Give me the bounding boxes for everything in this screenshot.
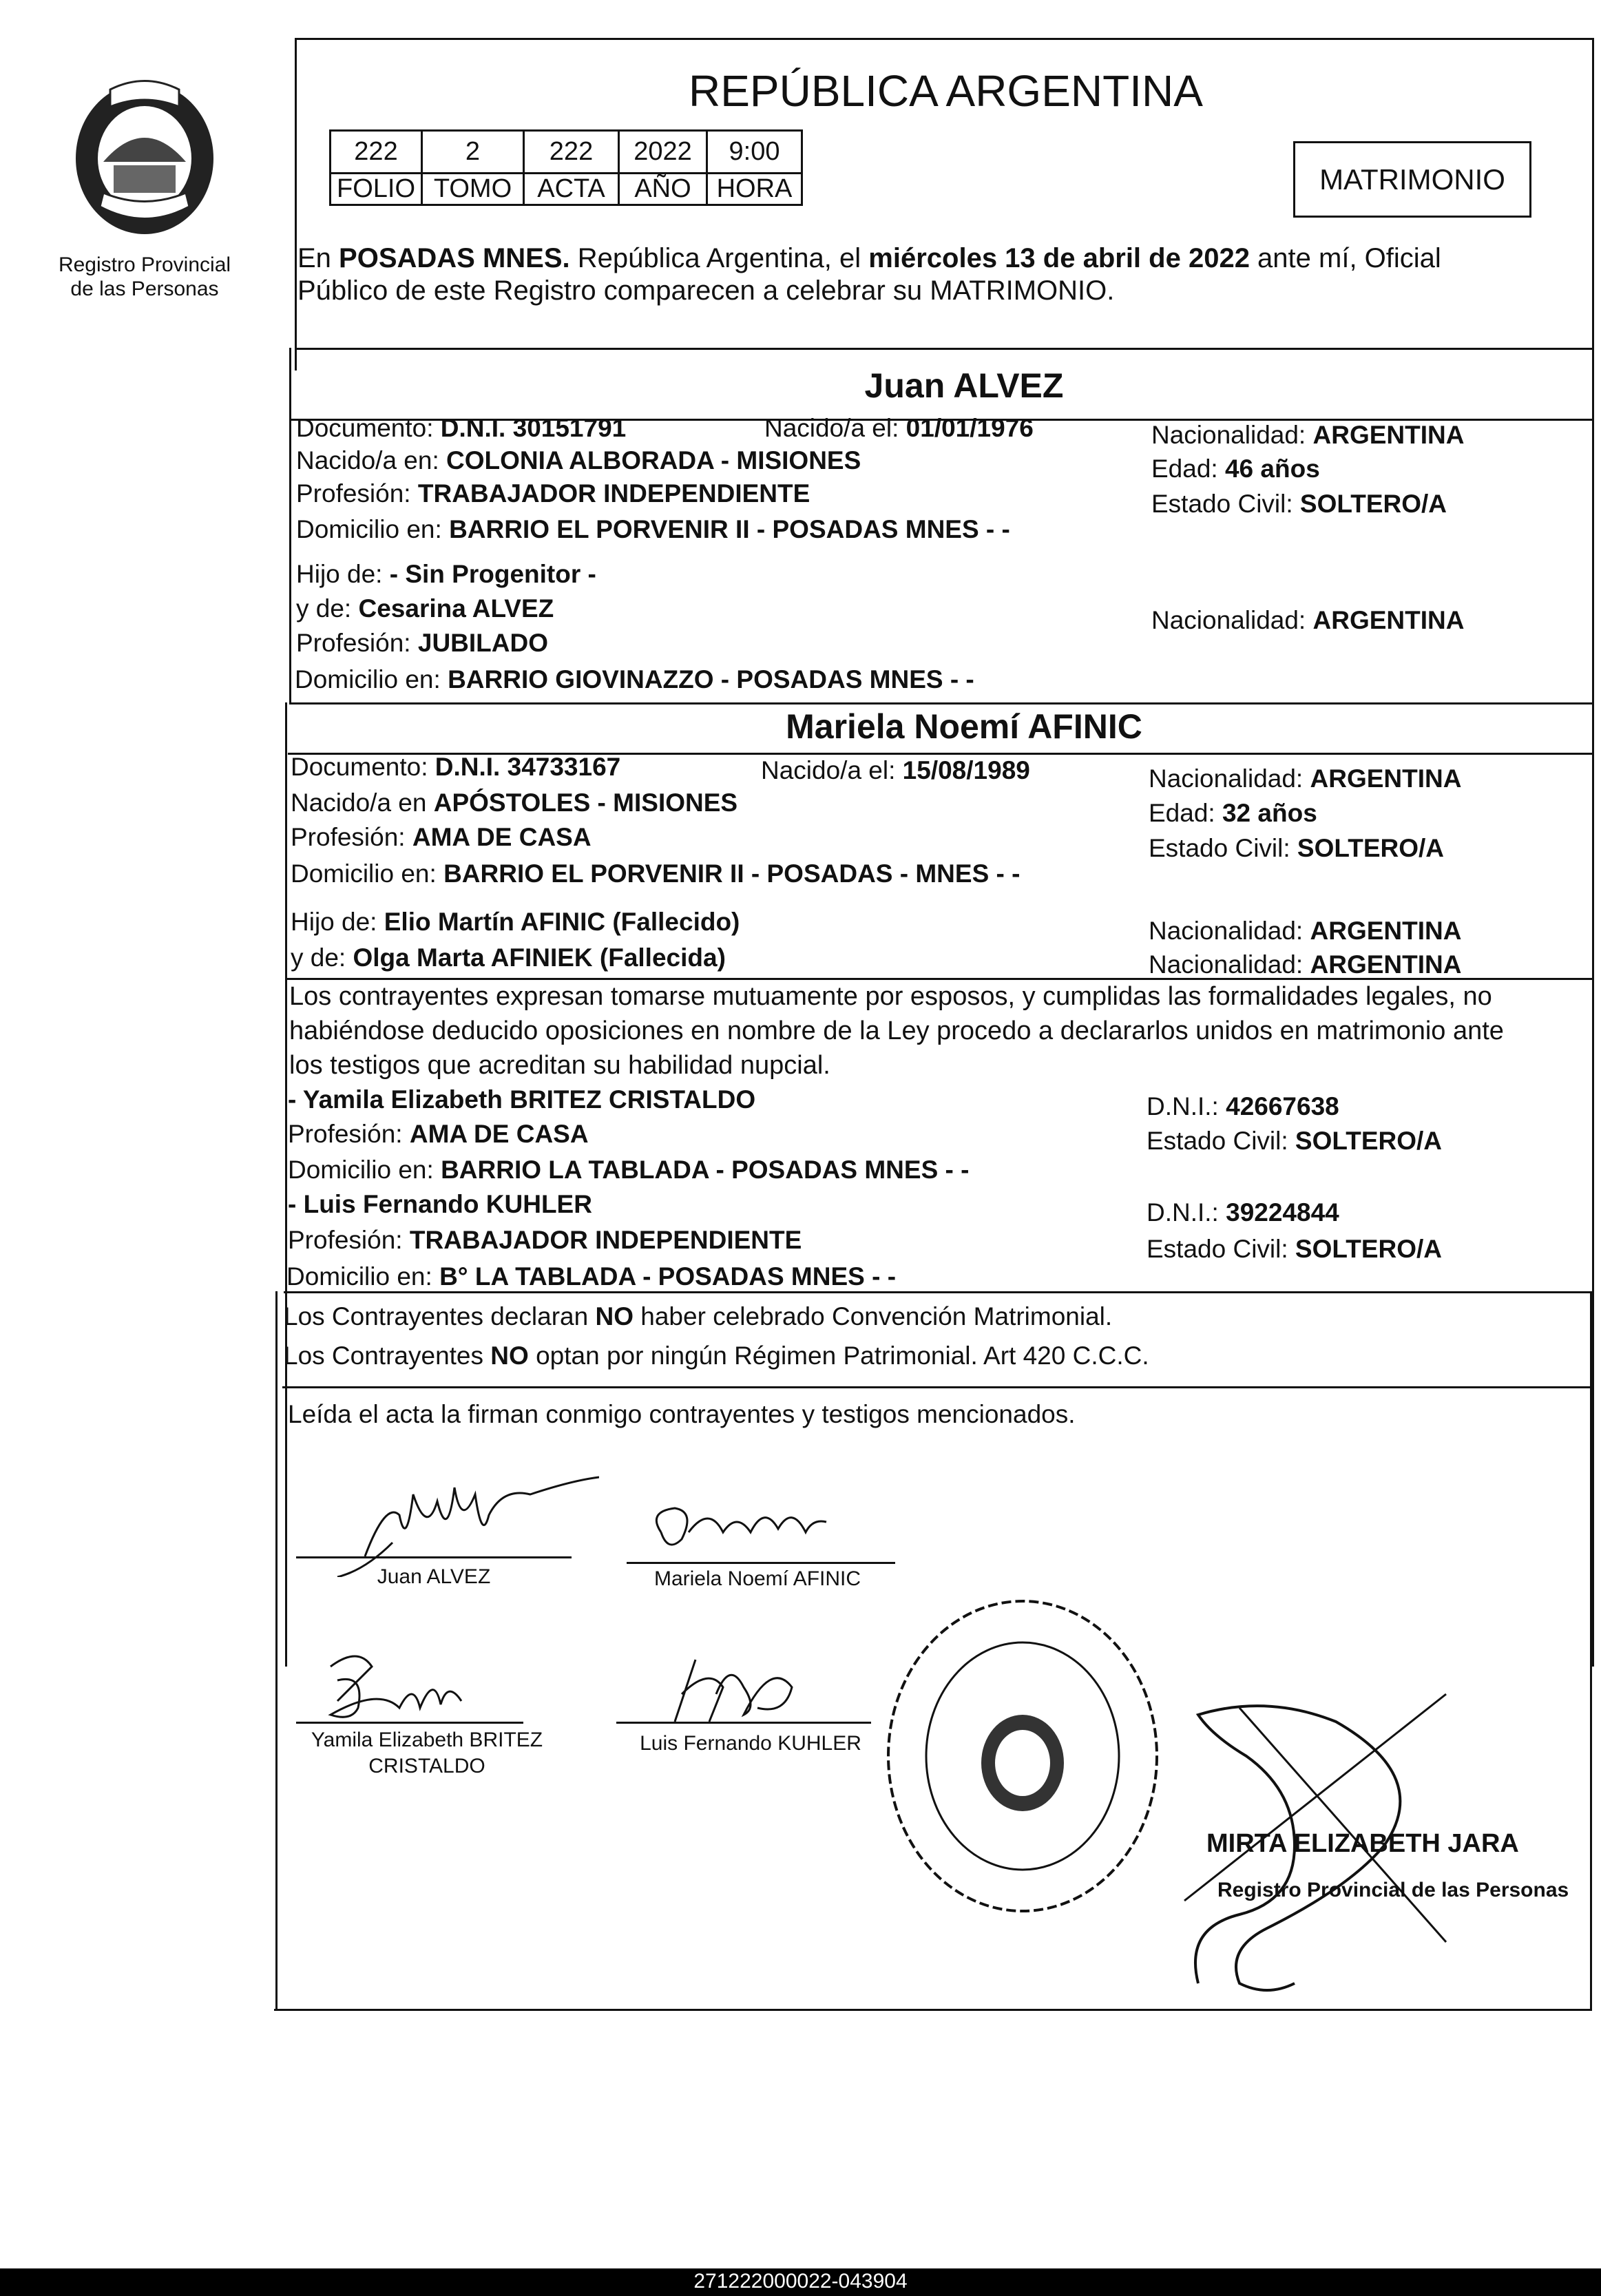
signature-label-luis: Luis Fernando KUHLER	[640, 1732, 861, 1755]
officer-name: MIRTA ELIZABETH JARA	[1206, 1829, 1519, 1858]
signature-yamila	[310, 1639, 530, 1735]
tomo-label: TOMO	[422, 174, 524, 205]
declaration-line-3: los testigos que acreditan su habilidad nupcial.	[289, 1051, 830, 1080]
hora-label: HORA	[707, 174, 802, 205]
frame-top	[295, 38, 1594, 40]
signature-line	[296, 1722, 523, 1724]
spouse2-born-in: Nacido/a en APÓSTOLES - MISIONES	[291, 789, 738, 817]
spouse2-father: Hijo de: Elio Martín AFINIC (Fallecido)	[291, 908, 740, 936]
official-seal	[878, 1591, 1167, 1921]
ano-label: AÑO	[619, 174, 707, 205]
page-title: REPÚBLICA ARGENTINA	[689, 66, 1203, 116]
frame-left	[275, 1291, 278, 2011]
spouse1-mother-nationality: Nacionalidad: ARGENTINA	[1151, 606, 1465, 634]
witness2-address: Domicilio en: B° LA TABLADA - POSADAS MNES - -	[286, 1262, 897, 1291]
witness2-profession: Profesión: TRABAJADOR INDEPENDIENTE	[288, 1226, 802, 1254]
spouse1-father: Hijo de: - Sin Progenitor -	[296, 560, 596, 588]
registry-name: Registro Provincial de las Personas	[58, 253, 231, 300]
spouse2-address: Domicilio en: BARRIO EL PORVENIR II - POSADAS - MNES - -	[291, 859, 1021, 888]
spouse1-address: Domicilio en: BARRIO EL PORVENIR II - POSADAS MNES - -	[296, 515, 1010, 543]
acta-label: ACTA	[524, 174, 619, 205]
witness1-profession: Profesión: AMA DE CASA	[288, 1120, 589, 1148]
record-type-box: MATRIMONIO	[1293, 141, 1531, 218]
record-id-table	[329, 129, 803, 206]
convention-line-2: Los Contrayentes NO optan por ningún Régimen Patrimonial. Art 420 C.C.C.	[284, 1342, 1149, 1370]
spouse1-civil: Estado Civil: SOLTERO/A	[1151, 490, 1447, 518]
tomo-value: 2	[422, 131, 524, 174]
spouse2-father-nationality: Nacionalidad: ARGENTINA	[1149, 917, 1462, 945]
declaration-line-2: habiéndose deducido oposiciones en nombre de la Ley procedo a declararlos unidos en matrimonio ante	[289, 1016, 1504, 1045]
witness2-name: - Luis Fernando KUHLER	[288, 1190, 592, 1218]
spouse2-name: Mariela Noemí AFINIC	[786, 707, 1142, 746]
spouse2-mother-nationality: Nacionalidad: ARGENTINA	[1149, 950, 1462, 979]
signature-line	[627, 1562, 895, 1564]
signature-label-yamila-1: Yamila Elizabeth BRITEZ	[311, 1729, 543, 1751]
spouse1-nationality: Nacionalidad: ARGENTINA	[1151, 421, 1465, 449]
signature-label-mariela: Mariela Noemí AFINIC	[653, 1567, 861, 1590]
acta-value: 222	[524, 131, 619, 174]
intro-line-2: Público de este Registro comparecen a celebrar su MATRIMONIO.	[297, 275, 1115, 306]
footer-code: 271222000022-043904	[693, 2270, 908, 2293]
folio-label: FOLIO	[331, 174, 422, 205]
frame-bottom	[274, 2009, 1592, 2011]
folio-value: 222	[331, 131, 422, 174]
witness2-dni: D.N.I.: 39224844	[1147, 1198, 1339, 1227]
frame-right	[1590, 1291, 1592, 2011]
spouse2-age: Edad: 32 años	[1149, 799, 1317, 827]
signature-label-yamila-2: CRISTALDO	[368, 1755, 485, 1777]
frame-right	[1592, 702, 1594, 1667]
spouse1-born-in: Nacido/a en: COLONIA ALBORADA - MISIONES	[296, 446, 861, 474]
witness1-address: Domicilio en: BARRIO LA TABLADA - POSADAS MNES - -	[288, 1156, 970, 1184]
officer-signature	[1157, 1639, 1501, 2004]
convention-line-1: Los Contrayentes declaran NO haber celebrado Convención Matrimonial.	[284, 1302, 1113, 1330]
divider	[282, 1386, 1594, 1388]
divider	[289, 702, 1594, 705]
signature-juan	[324, 1474, 599, 1577]
spouse2-civil: Estado Civil: SOLTERO/A	[1149, 834, 1445, 862]
spouse1-name: Juan ALVEZ	[864, 366, 1064, 405]
spouse2-doc: Documento: D.N.I. 34733167	[291, 753, 621, 781]
spouse2-profession: Profesión: AMA DE CASA	[291, 823, 592, 851]
officer-title: Registro Provincial de las Personas	[1217, 1879, 1569, 1901]
frame-left	[285, 702, 287, 1667]
province-logo	[62, 72, 227, 238]
spouse2-mother: y de: Olga Marta AFINIEK (Fallecida)	[291, 943, 726, 972]
spouse1-parent-address: Domicilio en: BARRIO GIOVINAZZO - POSADAS MNES - -	[295, 665, 974, 693]
ano-value: 2022	[619, 131, 707, 174]
signature-line	[616, 1722, 871, 1724]
witness1-name: - Yamila Elizabeth BRITEZ CRISTALDO	[288, 1085, 756, 1114]
signature-mariela	[634, 1491, 854, 1567]
spouse1-profession: Profesión: TRABAJADOR INDEPENDIENTE	[296, 479, 810, 508]
signature-label-juan: Juan ALVEZ	[377, 1565, 491, 1588]
declaration-line-1: Los contrayentes expresan tomarse mutuamente por esposos, y cumplidas las formalidades legales, no	[289, 982, 1492, 1011]
intro-line-1: En POSADAS MNES. República Argentina, el miércoles 13 de abril de 2022 ante mí, Oficial	[297, 243, 1441, 273]
signature-line	[296, 1556, 572, 1558]
witness1-dni: D.N.I.: 42667638	[1147, 1092, 1339, 1120]
hora-value: 9:00	[707, 131, 802, 174]
witness2-civil: Estado Civil: SOLTERO/A	[1147, 1235, 1443, 1263]
spouse2-born-on: Nacido/a el: 15/08/1989	[761, 756, 1030, 784]
divider	[295, 348, 1594, 350]
divider	[284, 1291, 1594, 1293]
frame-right	[1592, 38, 1594, 371]
spouse1-age: Edad: 46 años	[1151, 455, 1320, 483]
spouse1-parent-profession: Profesión: JUBILADO	[296, 629, 548, 657]
spouse1-born-on: Nacido/a el: 01/01/1976	[764, 414, 1034, 442]
closing-text: Leída el acta la firman conmigo contrayentes y testigos mencionados.	[288, 1400, 1076, 1428]
spouse1-doc: Documento: D.N.I. 30151791	[296, 414, 627, 442]
frame-left	[295, 38, 297, 371]
frame-left	[289, 348, 291, 705]
frame-right	[1592, 348, 1594, 705]
witness1-civil: Estado Civil: SOLTERO/A	[1147, 1127, 1443, 1155]
spouse2-nationality: Nacionalidad: ARGENTINA	[1149, 764, 1462, 793]
spouse1-mother: y de: Cesarina ALVEZ	[296, 594, 554, 623]
